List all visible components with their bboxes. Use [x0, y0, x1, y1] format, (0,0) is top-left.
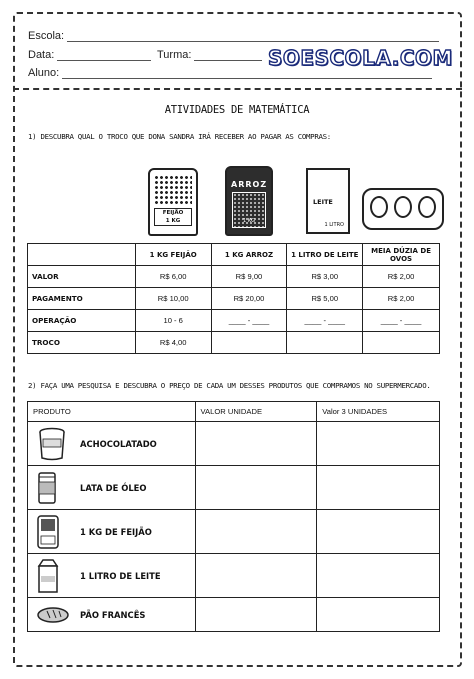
row-label: VALOR — [28, 266, 136, 288]
row-troco — [28, 332, 440, 354]
answer-cell[interactable]: ____ - ____ — [363, 310, 440, 332]
answer-cell[interactable] — [211, 332, 287, 354]
beans-label: FEIJÃO — [162, 210, 184, 216]
three-units-price-cell[interactable] — [317, 466, 440, 510]
milk-carton-top — [306, 168, 350, 176]
answer-cell[interactable] — [363, 332, 440, 354]
col-header: 1 LITRO DE LEITE — [287, 244, 363, 266]
three-units-price-cell[interactable] — [317, 598, 440, 632]
price-research-table — [27, 401, 440, 632]
product-cell — [28, 466, 196, 510]
unit-price-cell[interactable] — [195, 554, 317, 598]
row-operacao — [28, 310, 440, 332]
page-title: ATIVIDADES DE MATEMÁTICA — [164, 104, 310, 116]
beans-weight: 1 KG — [165, 218, 181, 224]
question-1: 1) DESCUBRA QUAL O TROCO QUE DONA SANDRA IRÁ RECEBER AO PAGAR AS COMPRAS: — [28, 132, 331, 141]
milk-volume: 1 LITRO — [324, 222, 344, 228]
milk-label: LEITE — [313, 198, 333, 206]
student-header — [24, 24, 453, 84]
product-row — [28, 466, 440, 510]
escola-field[interactable] — [67, 32, 439, 42]
table-cell: R$ 2,00 — [363, 266, 440, 288]
product-row — [28, 598, 440, 632]
col-header: Valor 3 UNIDADES — [317, 402, 440, 422]
col-header: VALOR UNIDADE — [195, 402, 317, 422]
answer-cell[interactable] — [287, 332, 363, 354]
unit-price-cell[interactable] — [195, 510, 317, 554]
chocolate-powder-icon — [36, 427, 68, 461]
row-label: OPERAÇÃO — [28, 310, 136, 332]
row-valor — [28, 266, 440, 288]
three-units-price-cell[interactable] — [317, 554, 440, 598]
product-name: LATA DE ÓLEO — [80, 482, 147, 493]
three-units-price-cell[interactable] — [317, 510, 440, 554]
product-cell — [28, 510, 196, 554]
rice-label: ARROZ — [231, 180, 268, 189]
oil-can-icon — [36, 470, 58, 506]
beans-texture — [154, 175, 192, 205]
escola-line — [28, 30, 439, 42]
answer-cell[interactable]: ____ - ____ — [211, 310, 287, 332]
beans-bag-icon — [36, 514, 60, 550]
data-label: Data: — [28, 49, 55, 61]
three-units-price-cell[interactable] — [317, 422, 440, 466]
beans-label-box — [154, 208, 192, 226]
beans-bag-image — [148, 168, 198, 236]
table-cell: R$ 2,00 — [363, 288, 440, 310]
product-cell — [28, 554, 196, 598]
product-row — [28, 554, 440, 598]
table-cell: R$ 3,00 — [287, 266, 363, 288]
rice-weight: 1 KG — [243, 218, 255, 224]
bread-roll-icon — [36, 606, 70, 624]
corner-cell — [28, 244, 136, 266]
row-pagamento — [28, 288, 440, 310]
change-table-header — [28, 244, 440, 266]
table-cell: R$ 9,00 — [211, 266, 287, 288]
turma-label: Turma: — [157, 49, 192, 61]
answer-cell[interactable]: ____ - ____ — [287, 310, 363, 332]
egg-icon — [394, 196, 412, 218]
brand-logo: SOESCOLA.COM — [268, 46, 453, 70]
table-cell: R$ 4,00 — [135, 332, 211, 354]
egg-carton-image — [362, 188, 444, 230]
table-cell: 10 - 6 — [135, 310, 211, 332]
col-header: MEIA DÚZIA DE OVOS — [363, 244, 440, 266]
egg-icon — [370, 196, 388, 218]
unit-price-cell[interactable] — [195, 422, 317, 466]
table-cell: R$ 5,00 — [287, 288, 363, 310]
rice-bag-image — [225, 166, 273, 236]
row-label: PAGAMENTO — [28, 288, 136, 310]
question-2: 2) FAÇA UMA PESQUISA E DESCUBRA O PREÇO DE CADA UM DESSES PRODUTOS QUE COMPRAMOS NO SUPERMERCADO. — [28, 381, 431, 390]
table-cell: R$ 10,00 — [135, 288, 211, 310]
data-line — [28, 49, 151, 61]
table-cell: R$ 6,00 — [135, 266, 211, 288]
col-header: 1 KG FEIJÃO — [135, 244, 211, 266]
escola-label: Escola: — [28, 30, 65, 42]
milk-carton-image — [306, 174, 350, 234]
row-label: TROCO — [28, 332, 136, 354]
rice-window — [232, 192, 266, 228]
change-table — [27, 243, 440, 354]
product-row — [28, 422, 440, 466]
turma-field[interactable] — [194, 51, 262, 61]
product-row — [28, 510, 440, 554]
aluno-label: Aluno: — [28, 67, 60, 79]
data-field[interactable] — [57, 51, 151, 61]
product-name: 1 LITRO DE LEITE — [80, 570, 161, 581]
product-name: 1 KG DE FEIJÃO — [80, 526, 152, 537]
header-divider — [13, 88, 462, 90]
col-header: 1 KG ARROZ — [211, 244, 287, 266]
unit-price-cell[interactable] — [195, 598, 317, 632]
turma-line — [157, 49, 262, 61]
product-name: ACHOCOLATADO — [80, 438, 157, 449]
table-cell: R$ 20,00 — [211, 288, 287, 310]
product-name: PÃO FRANCÊS — [80, 609, 146, 620]
price-table-header — [28, 402, 440, 422]
unit-price-cell[interactable] — [195, 466, 317, 510]
col-header: PRODUTO — [28, 402, 196, 422]
aluno-field[interactable] — [62, 69, 432, 79]
product-cell — [28, 598, 196, 632]
milk-carton-icon — [36, 558, 60, 594]
product-cell — [28, 422, 196, 466]
egg-icon — [418, 196, 436, 218]
